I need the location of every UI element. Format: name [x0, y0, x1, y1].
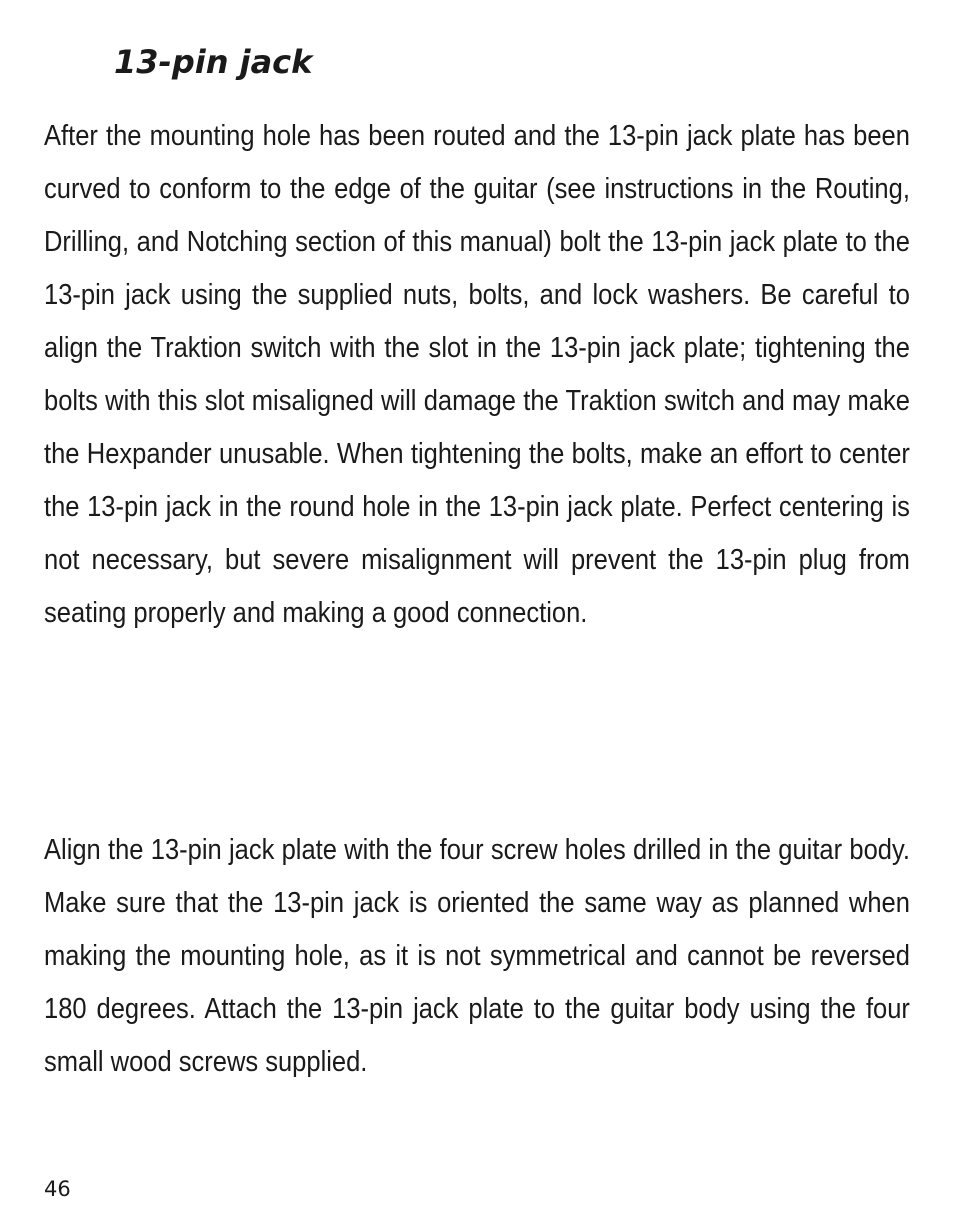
body-paragraph-mounting: After the mounting hole has been routed and the 13-pin jack plate has been curved to conform to the edge of the guitar (see instructions in the Routing, Drilling, and Notching section of this manual) bolt the 13-pin jack plate to the 13-pin jack using the supplied nuts, bolts, and lock washers. Be careful to align the Traktion switch with the slot in the 13-pin jack plate; tightening the bolts with this slot misaligned will damage the Traktion switch and may make the Hexpander unusable. When tightening the bolts, make an effort to center the 13-pin jack in the round hole in the 13-pin jack plate. Perfect centering is not necessary, but severe misalignment will prevent the 13-pin plug from seating properly and making a good connection.	[44, 120, 910, 629]
body-paragraph-alignment: Align the 13-pin jack plate with the four screw holes drilled in the guitar body. Make sure that the 13-pin jack is oriented the same way as planned when making the mounting hole, as it is not symmetrical and cannot be reversed 180 degrees. Attach the 13-pin jack plate to the guitar body using the four small wood screws supplied.	[44, 834, 910, 1078]
section-heading: 13-pin jack	[114, 43, 313, 81]
page-number: 46	[44, 1177, 71, 1201]
